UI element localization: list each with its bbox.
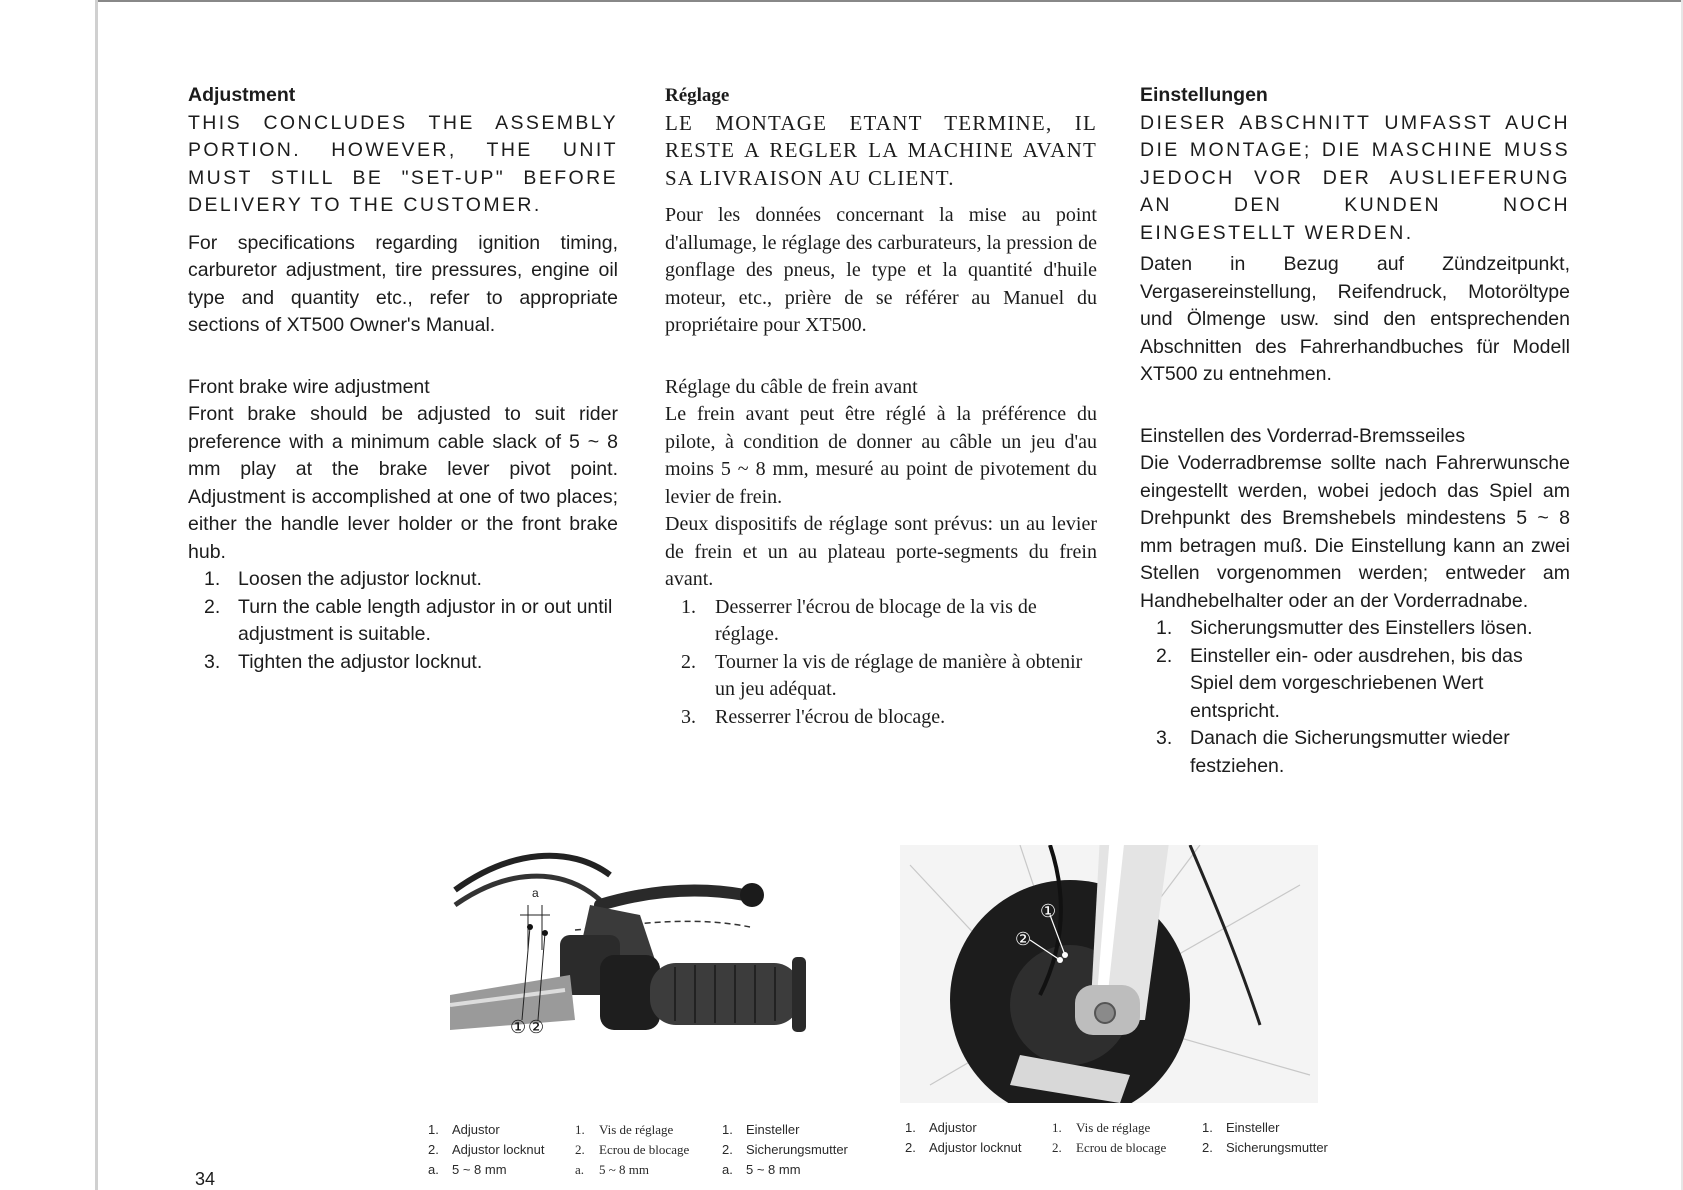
french-steps: [665, 594, 1097, 732]
page-binding-edge: [95, 0, 98, 1190]
figure1-caption-de: 1. Einsteller 2. Sicherungsmutter a. 5 ~ 8 mm: [722, 1122, 848, 1177]
german-heading: Einstellungen: [1140, 84, 1268, 106]
callout-2: ②: [528, 1017, 545, 1038]
english-intro: THIS CONCLUDES THE ASSEMBLY PORTION. HOWEVER, THE UNIT MUST STILL BE "SET-UP" BEFORE DELIVERY TO THE CUSTOMER.: [188, 111, 618, 216]
hub-callout-1: ①: [1040, 901, 1057, 922]
german-body: Die Voderradbremse sollte nach Fahrerwunsche eingestellt werden, wobei jedoch das Spiel am Drehpunkt des Bremshebels mindestens 5 ~ 8 mm betragen muß. Die Einstellung kann an zwei Stellen vorgenommen werden; entweder am Handhebelhalter oder an der Vorderradnabe.: [1140, 452, 1570, 612]
french-body-2: Deux dispositifs de réglage sont prévus: un au levier de frein et un au plateau porte-segments du frein avant.: [665, 513, 1097, 590]
english-specs: For specifications regarding ignition timing, carburetor adjustment, tire pressures, engine oil type and quantity etc., refer to appropriate sections of XT500 Owner's Manual.: [188, 231, 618, 336]
french-subheading: Réglage du câble de frein avant: [665, 375, 918, 398]
page-number: 34: [195, 1169, 216, 1189]
german-specs: Daten in Bezug auf Zündzeitpunkt, Vergasereinstellung, Reifendruck, Motoröltype und Ölmenge usw. sind den entsprechenden Abschnitten des Fahrerhandbuches für Modell XT500 zu entnehmen.: [1140, 253, 1570, 385]
figure1-caption-en: 1. Adjustor 2. Adjustor locknut a. 5 ~ 8 mm: [428, 1122, 545, 1177]
german-column: [1140, 82, 1570, 780]
english-steps: [188, 566, 618, 676]
french-specs: Pour les données concernant la mise au point d'allumage, le réglage des carburateurs, la pression de gonflage des pneus, le type et la quantité d'huile moteur, etc., prière de se référer au Manuel du propriétaire pour XT500.: [665, 204, 1097, 336]
page-top-edge: [95, 0, 1683, 2]
list-item: 2. Tourner la vis de réglage de manière à obtenir un jeu adéquat.: [681, 650, 1083, 700]
french-intro: LE MONTAGE ETANT TERMINE, IL RESTE A REGLER LA MACHINE AVANT SA LIVRAISON AU CLIENT.: [665, 110, 1097, 190]
figure1-caption-fr: 1. Vis de réglage 2. Ecrou de blocage a. 5 ~ 8 mm: [575, 1122, 690, 1177]
brake-lever-photo: [450, 845, 870, 1105]
list-item: 3. Resserrer l'écrou de blocage.: [681, 705, 946, 728]
list-item: 3. Tighten the adjustor locknut.: [204, 650, 483, 673]
german-steps: [1140, 615, 1570, 780]
callout-1: ①: [510, 1017, 527, 1038]
brake-lever-illustration: [450, 845, 870, 1105]
list-item: 1. Sicherungsmutter des Einstellers lösen.: [1156, 617, 1533, 639]
front-brake-hub-photo: [900, 845, 1318, 1103]
list-item: 2. Einsteller ein- oder ausdrehen, bis das Spiel dem vorgeschriebenen Wert entspricht.: [1156, 644, 1523, 722]
list-item: 1. Loosen the adjustor locknut.: [204, 568, 482, 590]
english-column: [188, 82, 618, 676]
dimension-label: a: [532, 886, 539, 900]
french-heading: Réglage: [665, 85, 730, 106]
brake-hub-illustration: [900, 845, 1318, 1103]
hub-callout-2: ②: [1015, 929, 1032, 950]
french-column: [665, 82, 1097, 731]
english-subheading: Front brake wire adjustment: [188, 375, 430, 398]
german-intro: DIESER ABSCHNITT UMFASST AUCH DIE MONTAGE; DIE MASCHINE MUSS JEDOCH VOR DER AUSLIEFERUNG AN DEN KUNDEN NOCH EINGESTELLT WERDEN.: [1140, 111, 1570, 244]
german-subheading: Einstellen des Vorderrad-Bremsseiles: [1140, 424, 1466, 447]
english-body: Front brake should be adjusted to suit rider preference with a minimum cable slack of 5 ~ 8 mm play at the brake lever pivot point. Adjustment is accomplished at one of two places; either the handle lever holder or the front brake hub.: [188, 403, 618, 563]
french-body: Le frein avant peut être réglé à la préférence du pilote, à condition de donner au câble un jeu d'au moins 5 ~ 8 mm, mesuré au point de pivotement du levier de frein.: [665, 403, 1097, 508]
figure2-caption-en: 1. Adjustor 2. Adjustor locknut: [905, 1120, 1022, 1155]
list-item: 3. Danach die Sicherungsmutter wieder festziehen.: [1156, 727, 1510, 777]
english-heading: Adjustment: [188, 84, 296, 106]
list-item: 1. Desserrer l'écrou de blocage de la vis de réglage.: [681, 595, 1037, 645]
figure2-caption-de: 1. Einsteller 2. Sicherungsmutter: [1202, 1120, 1328, 1155]
list-item: 2. Turn the cable length adjustor in or out until adjustment is suitable.: [204, 595, 613, 645]
figure2-caption-fr: 1. Vis de réglage 2. Ecrou de blocage: [1052, 1120, 1167, 1155]
